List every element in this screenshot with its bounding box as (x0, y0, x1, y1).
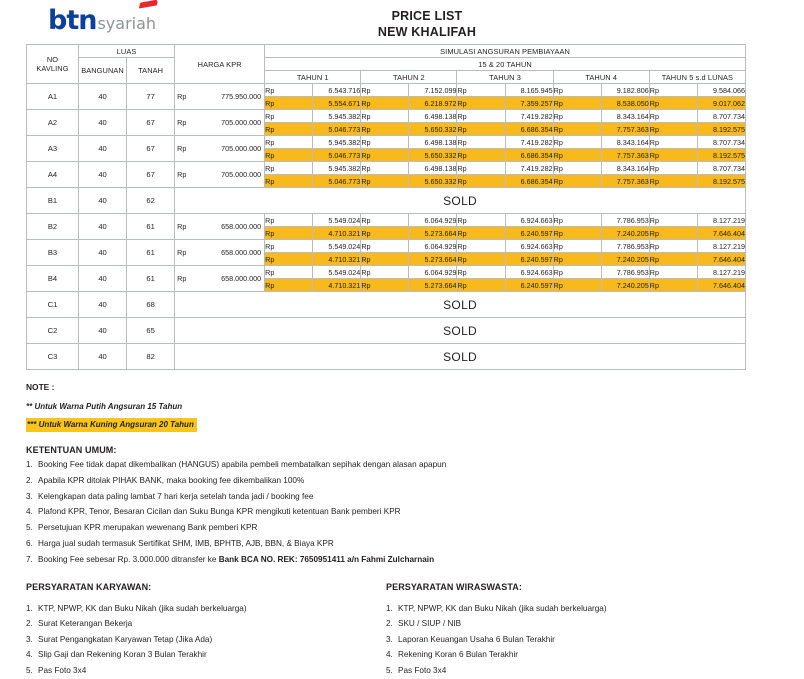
cell-installment-15y-tahun4: 8.343.164 (601, 136, 649, 149)
cell-installment-15y-tahun3: 8.165.945 (505, 84, 553, 97)
cell-lot: C1 (27, 292, 79, 318)
col-header-tahun-1: TAHUN 1 (265, 71, 361, 84)
list-item-number: 5. (26, 523, 33, 533)
cell-installment-15y-tahun3: 7.419.282 (505, 136, 553, 149)
list-item-number: 3. (26, 634, 33, 644)
cell-installment-15y-tahun5: 9.584.066 (697, 84, 745, 97)
table-row (27, 240, 746, 253)
ketentuan-item (26, 457, 804, 473)
cell-lot: A4 (27, 162, 79, 188)
cell-installment-20y-tahun1: 4.710.321 (313, 227, 361, 240)
cell-tanah: 68 (127, 292, 175, 318)
cell-currency-y15-4: Rp (553, 240, 601, 253)
cell-currency-y20-3: Rp (457, 149, 505, 162)
cell-lot: B4 (27, 266, 79, 292)
cell-currency-y20-3: Rp (457, 175, 505, 188)
cell-tanah: 65 (127, 318, 175, 344)
persyaratan-karyawan-item (26, 616, 386, 632)
cell-harga-kpr: Rp 775.950.000 (175, 84, 265, 110)
col-header-tahun-2: TAHUN 2 (361, 71, 457, 84)
ketentuan-umum-list (26, 457, 804, 568)
cell-installment-15y-tahun3: 7.419.282 (505, 110, 553, 123)
cell-installment-20y-tahun2: 5.273.664 (409, 279, 457, 292)
price-table-head (27, 45, 746, 84)
col-header-tahun-4: TAHUN 4 (553, 71, 649, 84)
col-header-tanah: TANAH (127, 58, 175, 84)
cell-tanah: 61 (127, 214, 175, 240)
cell-installment-20y-tahun4: 8.538.050 (601, 97, 649, 110)
cell-tanah: 61 (127, 266, 175, 292)
cell-installment-15y-tahun4: 9.182.806 (601, 84, 649, 97)
cell-installment-20y-tahun3: 6.686.354 (505, 175, 553, 188)
col-header-no-kavling (27, 45, 79, 84)
list-item-number: 5. (386, 665, 393, 675)
cell-harga-kpr: Rp 705.000.000 (175, 136, 265, 162)
list-item-text: Surat Pengangkatan Karyawan Tetap (Jika Ada) (38, 634, 213, 644)
col-header-luas: LUAS (79, 45, 175, 58)
cell-installment-20y-tahun1: 5.554.671 (313, 97, 361, 110)
list-item-number: 1. (386, 603, 393, 613)
list-item-number: 4. (26, 650, 33, 660)
cell-currency-y15-1: Rp (265, 84, 313, 97)
cell-currency-y15-2: Rp (361, 110, 409, 123)
list-item-text: Apabila KPR ditolak PIHAK BANK, maka booking fee dikembalikan 100% (38, 475, 305, 485)
list-item-number: 3. (26, 491, 33, 501)
cell-installment-15y-tahun5: 8.127.219 (697, 240, 745, 253)
cell-installment-15y-tahun2: 6.498.138 (409, 136, 457, 149)
cell-currency-y20-1: Rp (265, 227, 313, 240)
cell-currency-y15-1: Rp (265, 110, 313, 123)
list-item-text: Harga jual sudah termasuk Sertifikat SHM, IMB, BPHTB, AJB, BBN, & Biaya KPR (38, 538, 334, 548)
list-item-text: Surat Keterangan Bekerja (38, 619, 133, 629)
cell-currency-y15-3: Rp (457, 84, 505, 97)
cell-installment-15y-tahun1: 5.945.382 (313, 136, 361, 149)
note-title: NOTE : (26, 382, 55, 392)
ketentuan-item (26, 520, 804, 536)
persyaratan-wiraswasta-item (386, 663, 746, 679)
cell-bangunan: 40 (79, 344, 127, 370)
cell-installment-15y-tahun1: 5.945.382 (313, 162, 361, 175)
cell-installment-15y-tahun4: 8.343.164 (601, 110, 649, 123)
cell-installment-15y-tahun3: 6.924.663 (505, 240, 553, 253)
persyaratan-karyawan-title: PERSYARATAN KARYAWAN: (26, 581, 152, 592)
persyaratan-karyawan-list (26, 601, 386, 679)
list-item-number: 4. (26, 507, 33, 517)
table-row (27, 110, 746, 123)
cell-bangunan: 40 (79, 136, 127, 162)
ketentuan-item (26, 489, 804, 505)
list-item-text: Rekening Koran 6 Bulan Terakhir (398, 650, 519, 660)
persyaratan-wiraswasta-item (386, 647, 746, 663)
cell-installment-20y-tahun2: 5.650.332 (409, 149, 457, 162)
cell-currency-y20-4: Rp (553, 123, 601, 136)
list-item-number: 6. (26, 538, 33, 548)
cell-tanah: 77 (127, 84, 175, 110)
cell-currency-y15-2: Rp (361, 136, 409, 149)
cell-currency-y20-4: Rp (553, 97, 601, 110)
cell-installment-20y-tahun2: 5.273.664 (409, 227, 457, 240)
cell-currency-y15-2: Rp (361, 214, 409, 227)
table-row (27, 214, 746, 227)
col-header-harga-kpr: HARGA KPR (175, 45, 265, 84)
persyaratan-wiraswasta-item (386, 601, 746, 617)
title-price-list: PRICE LIST (391, 9, 463, 23)
price-table (26, 44, 746, 370)
header-row-2 (27, 58, 746, 71)
list-item-number: 4. (386, 650, 393, 660)
list-item-number: 2. (386, 619, 393, 629)
cell-tanah: 67 (127, 136, 175, 162)
list-item-text: Laporan Keuangan Usaha 6 Bulan Terakhir (398, 634, 555, 644)
cell-bangunan: 40 (79, 240, 127, 266)
list-item-text: KTP, NPWP, KK dan Buku Nikah (jika sudah berkeluarga) (398, 603, 607, 613)
list-item-text: Booking Fee sebesar Rp. 3.000.000 ditransfer ke Bank BCA NO. REK: 7650951411 a/n Fahmi Zulcharnain (38, 554, 435, 564)
cell-currency-y15-1: Rp (265, 136, 313, 149)
cell-currency-y15-1: Rp (265, 266, 313, 279)
list-item-text: Booking Fee tidak dapat dikembalikan (HANGUS) apabila pembeli membatalkan sepihak dengan alasan apapun (38, 460, 447, 469)
cell-installment-15y-tahun2: 6.064.929 (409, 266, 457, 279)
cell-installment-15y-tahun5: 8.707.734 (697, 162, 745, 175)
cell-currency-y20-1: Rp (265, 175, 313, 188)
cell-currency-y20-1: Rp (265, 253, 313, 266)
persyaratan-wiraswasta-title: PERSYARATAN WIRASWASTA: (386, 581, 522, 592)
ketentuan-umum-title: KETENTUAN UMUM: (26, 445, 117, 455)
status-badge-sold: SOLD (175, 292, 746, 318)
cell-currency-y20-1: Rp (265, 149, 313, 162)
persyaratan-wiraswasta-column (386, 582, 746, 679)
cell-installment-15y-tahun4: 8.343.164 (601, 162, 649, 175)
cell-currency-y15-3: Rp (457, 162, 505, 175)
cell-installment-15y-tahun5: 8.127.219 (697, 214, 745, 227)
cell-currency-y15-3: Rp (457, 266, 505, 279)
table-row (27, 84, 746, 97)
cell-currency-y15-1: Rp (265, 214, 313, 227)
list-item-number: 2. (26, 619, 33, 629)
col-header-no-kavling-l1: NO (46, 55, 59, 64)
cell-installment-15y-tahun4: 7.786.953 (601, 266, 649, 279)
cell-installment-20y-tahun3: 7.359.257 (505, 97, 553, 110)
cell-lot: B2 (27, 214, 79, 240)
cell-installment-20y-tahun5: 7.646.404 (697, 227, 745, 240)
cell-currency-y15-2: Rp (361, 266, 409, 279)
cell-currency-y20-2: Rp (361, 123, 409, 136)
cell-installment-20y-tahun1: 4.710.321 (313, 279, 361, 292)
cell-bangunan: 40 (79, 110, 127, 136)
document-header (0, 0, 804, 44)
cell-currency-y20-3: Rp (457, 97, 505, 110)
list-item-text: Slip Gaji dan Rekening Koran 3 Bulan Terakhir (38, 650, 207, 660)
persyaratan-karyawan-column (26, 582, 386, 679)
cell-currency-y15-3: Rp (457, 110, 505, 123)
cell-currency-y15-5: Rp (649, 84, 697, 97)
cell-currency-y15-3: Rp (457, 136, 505, 149)
cell-currency-y20-4: Rp (553, 279, 601, 292)
table-row (27, 344, 746, 370)
cell-installment-20y-tahun1: 5.046.773 (313, 149, 361, 162)
status-badge-sold: SOLD (175, 344, 746, 370)
persyaratan-karyawan-item (26, 601, 386, 617)
list-item-text: Pas Foto 3x4 (38, 665, 87, 675)
cell-installment-20y-tahun4: 7.757.363 (601, 123, 649, 136)
cell-installment-20y-tahun3: 6.240.597 (505, 227, 553, 240)
cell-currency-y15-2: Rp (361, 84, 409, 97)
col-header-no-kavling-l2: KAVLING (36, 64, 69, 73)
cell-currency-y15-4: Rp (553, 162, 601, 175)
cell-currency-y20-4: Rp (553, 175, 601, 188)
cell-installment-20y-tahun1: 5.046.773 (313, 123, 361, 136)
table-row (27, 162, 746, 175)
cell-installment-20y-tahun5: 8.192.575 (697, 149, 745, 162)
cell-installment-20y-tahun5: 8.192.575 (697, 123, 745, 136)
table-row (27, 292, 746, 318)
cell-currency-y15-4: Rp (553, 266, 601, 279)
list-item-number: 5. (26, 665, 33, 675)
cell-bangunan: 40 (79, 318, 127, 344)
cell-currency-y15-5: Rp (649, 110, 697, 123)
persyaratan-wiraswasta-item (386, 632, 746, 648)
cell-installment-20y-tahun3: 6.240.597 (505, 253, 553, 266)
notes-section (26, 382, 804, 568)
ketentuan-item (26, 504, 804, 520)
list-item-number: 2. (26, 475, 33, 485)
cell-tanah: 67 (127, 110, 175, 136)
note-yellow-row: *** Untuk Warna Kuning Angsuran 20 Tahun (26, 418, 197, 432)
cell-installment-15y-tahun1: 5.549.024 (313, 266, 361, 279)
table-row (27, 188, 746, 214)
cell-lot: C3 (27, 344, 79, 370)
cell-installment-15y-tahun1: 5.945.382 (313, 110, 361, 123)
cell-tanah: 61 (127, 240, 175, 266)
table-row (27, 266, 746, 279)
col-header-bangunan: BANGUNAN (79, 58, 127, 84)
cell-installment-20y-tahun2: 6.218.972 (409, 97, 457, 110)
cell-bangunan: 40 (79, 188, 127, 214)
ketentuan-item (26, 552, 804, 568)
cell-currency-y20-3: Rp (457, 253, 505, 266)
header-row-1 (27, 45, 746, 58)
cell-currency-y20-3: Rp (457, 123, 505, 136)
cell-currency-y20-2: Rp (361, 227, 409, 240)
logo-btn-text: btn (48, 5, 97, 36)
cell-currency-y20-4: Rp (553, 227, 601, 240)
cell-currency-y20-5: Rp (649, 253, 697, 266)
page-title (0, 5, 804, 40)
cell-currency-y15-4: Rp (553, 110, 601, 123)
cell-harga-kpr: Rp 705.000.000 (175, 110, 265, 136)
cell-lot: C2 (27, 318, 79, 344)
cell-currency-y20-4: Rp (553, 149, 601, 162)
ketentuan-item (26, 473, 804, 489)
cell-currency-y20-5: Rp (649, 97, 697, 110)
cell-currency-y20-1: Rp (265, 123, 313, 136)
cell-installment-20y-tahun4: 7.240.205 (601, 279, 649, 292)
cell-currency-y15-1: Rp (265, 162, 313, 175)
cell-installment-15y-tahun2: 6.498.138 (409, 162, 457, 175)
table-row (27, 318, 746, 344)
cell-currency-y20-2: Rp (361, 253, 409, 266)
cell-currency-y15-2: Rp (361, 162, 409, 175)
cell-installment-20y-tahun5: 8.192.575 (697, 175, 745, 188)
status-badge-sold: SOLD (175, 188, 746, 214)
cell-currency-y20-5: Rp (649, 175, 697, 188)
cell-installment-20y-tahun1: 5.046.773 (313, 175, 361, 188)
persyaratan-karyawan-item (26, 647, 386, 663)
cell-harga-kpr: Rp 658.000.000 (175, 214, 265, 240)
cell-bangunan: 40 (79, 84, 127, 110)
list-item-number: 7. (26, 554, 33, 564)
persyaratan-wiraswasta-item (386, 616, 746, 632)
cell-currency-y15-5: Rp (649, 240, 697, 253)
cell-bangunan: 40 (79, 266, 127, 292)
list-item-text: Kelengkapan data paling lambat 7 hari kerja setelah tanda jadi / booking fee (38, 491, 314, 501)
cell-currency-y15-4: Rp (553, 84, 601, 97)
cell-currency-y15-5: Rp (649, 162, 697, 175)
cell-tanah: 67 (127, 162, 175, 188)
cell-installment-15y-tahun2: 7.152.099 (409, 84, 457, 97)
cell-harga-kpr: Rp 705.000.000 (175, 162, 265, 188)
cell-currency-y20-2: Rp (361, 175, 409, 188)
note-white-row: ** Untuk Warna Putih Angsuran 15 Tahun (26, 402, 183, 411)
cell-currency-y20-1: Rp (265, 97, 313, 110)
table-row (27, 136, 746, 149)
cell-installment-20y-tahun5: 7.646.404 (697, 279, 745, 292)
list-item-text: Plafond KPR, Tenor, Besaran Cicilan dan Suku Bunga KPR mengikuti ketentuan Bank pemberi KPR (38, 507, 401, 517)
cell-currency-y20-5: Rp (649, 149, 697, 162)
title-project-name: NEW KHALIFAH (377, 25, 477, 39)
cell-currency-y15-5: Rp (649, 214, 697, 227)
cell-currency-y15-1: Rp (265, 240, 313, 253)
persyaratan-section (26, 582, 804, 679)
cell-installment-15y-tahun5: 8.707.734 (697, 136, 745, 149)
col-header-tenor: 15 & 20 TAHUN (265, 58, 746, 71)
cell-currency-y20-5: Rp (649, 123, 697, 136)
cell-tanah: 62 (127, 188, 175, 214)
cell-installment-20y-tahun3: 6.686.354 (505, 123, 553, 136)
cell-installment-20y-tahun4: 7.240.205 (601, 253, 649, 266)
persyaratan-karyawan-item (26, 632, 386, 648)
cell-installment-15y-tahun2: 6.498.138 (409, 110, 457, 123)
cell-currency-y20-2: Rp (361, 149, 409, 162)
cell-installment-15y-tahun2: 6.064.929 (409, 214, 457, 227)
cell-currency-y20-3: Rp (457, 227, 505, 240)
cell-harga-kpr: Rp 658.000.000 (175, 240, 265, 266)
cell-installment-20y-tahun5: 7.646.404 (697, 253, 745, 266)
cell-bangunan: 40 (79, 214, 127, 240)
cell-installment-15y-tahun4: 7.786.953 (601, 214, 649, 227)
list-item-text: SKU / SIUP / NIB (398, 619, 462, 629)
cell-currency-y20-5: Rp (649, 279, 697, 292)
cell-installment-20y-tahun3: 6.686.354 (505, 149, 553, 162)
cell-installment-15y-tahun5: 8.127.219 (697, 266, 745, 279)
cell-installment-20y-tahun3: 6.240.597 (505, 279, 553, 292)
cell-currency-y15-5: Rp (649, 266, 697, 279)
list-item-text: Persetujuan KPR merupakan wewenang Bank pemberi KPR (38, 523, 258, 533)
cell-installment-20y-tahun5: 9.017.062 (697, 97, 745, 110)
cell-lot: A1 (27, 84, 79, 110)
logo-syariah-text: syariah (97, 14, 157, 33)
cell-installment-20y-tahun2: 5.273.664 (409, 253, 457, 266)
cell-lot: A2 (27, 110, 79, 136)
cell-installment-15y-tahun5: 8.707.734 (697, 110, 745, 123)
cell-installment-15y-tahun1: 6.543.716 (313, 84, 361, 97)
col-header-simulasi: SIMULASI ANGSURAN PEMBIAYAAN (265, 45, 746, 58)
cell-bangunan: 40 (79, 292, 127, 318)
cell-currency-y15-4: Rp (553, 214, 601, 227)
cell-currency-y20-4: Rp (553, 253, 601, 266)
cell-currency-y20-1: Rp (265, 279, 313, 292)
cell-currency-y20-3: Rp (457, 279, 505, 292)
cell-currency-y15-3: Rp (457, 214, 505, 227)
cell-installment-20y-tahun4: 7.757.363 (601, 175, 649, 188)
cell-currency-y20-5: Rp (649, 227, 697, 240)
price-table-body (27, 84, 746, 370)
cell-harga-kpr: Rp 658.000.000 (175, 266, 265, 292)
cell-installment-15y-tahun1: 5.549.024 (313, 214, 361, 227)
cell-currency-y20-2: Rp (361, 279, 409, 292)
cell-currency-y15-4: Rp (553, 136, 601, 149)
list-item-number: 3. (386, 634, 393, 644)
list-item-number: 1. (26, 460, 33, 469)
cell-currency-y15-5: Rp (649, 136, 697, 149)
col-header-tahun-5: TAHUN 5 s.d LUNAS (649, 71, 745, 84)
cell-installment-15y-tahun3: 6.924.663 (505, 266, 553, 279)
col-header-tahun-3: TAHUN 3 (457, 71, 553, 84)
cell-currency-y15-3: Rp (457, 240, 505, 253)
cell-installment-15y-tahun2: 6.064.929 (409, 240, 457, 253)
cell-bangunan: 40 (79, 162, 127, 188)
cell-tanah: 82 (127, 344, 175, 370)
cell-currency-y15-2: Rp (361, 240, 409, 253)
cell-installment-20y-tahun2: 5.650.332 (409, 175, 457, 188)
list-item-text: Pas Foto 3x4 (398, 665, 447, 675)
cell-installment-20y-tahun4: 7.240.205 (601, 227, 649, 240)
cell-installment-15y-tahun3: 6.924.663 (505, 214, 553, 227)
ketentuan-item (26, 536, 804, 552)
cell-installment-20y-tahun4: 7.757.363 (601, 149, 649, 162)
cell-lot: B1 (27, 188, 79, 214)
cell-installment-15y-tahun1: 5.549.024 (313, 240, 361, 253)
list-item-number: 1. (26, 603, 33, 613)
persyaratan-wiraswasta-list (386, 601, 746, 679)
cell-installment-15y-tahun3: 7.419.282 (505, 162, 553, 175)
status-badge-sold: SOLD (175, 318, 746, 344)
cell-lot: A3 (27, 136, 79, 162)
list-item-text: KTP, NPWP, KK dan Buku Nikah (jika sudah berkeluarga) (38, 603, 247, 613)
cell-currency-y20-2: Rp (361, 97, 409, 110)
cell-installment-20y-tahun1: 4.710.321 (313, 253, 361, 266)
cell-lot: B3 (27, 240, 79, 266)
cell-installment-20y-tahun2: 5.650.332 (409, 123, 457, 136)
bank-account-info: Bank BCA NO. REK: 7650951411 a/n Fahmi Zulcharnain (218, 554, 435, 564)
cell-installment-15y-tahun4: 7.786.953 (601, 240, 649, 253)
persyaratan-karyawan-item (26, 663, 386, 679)
